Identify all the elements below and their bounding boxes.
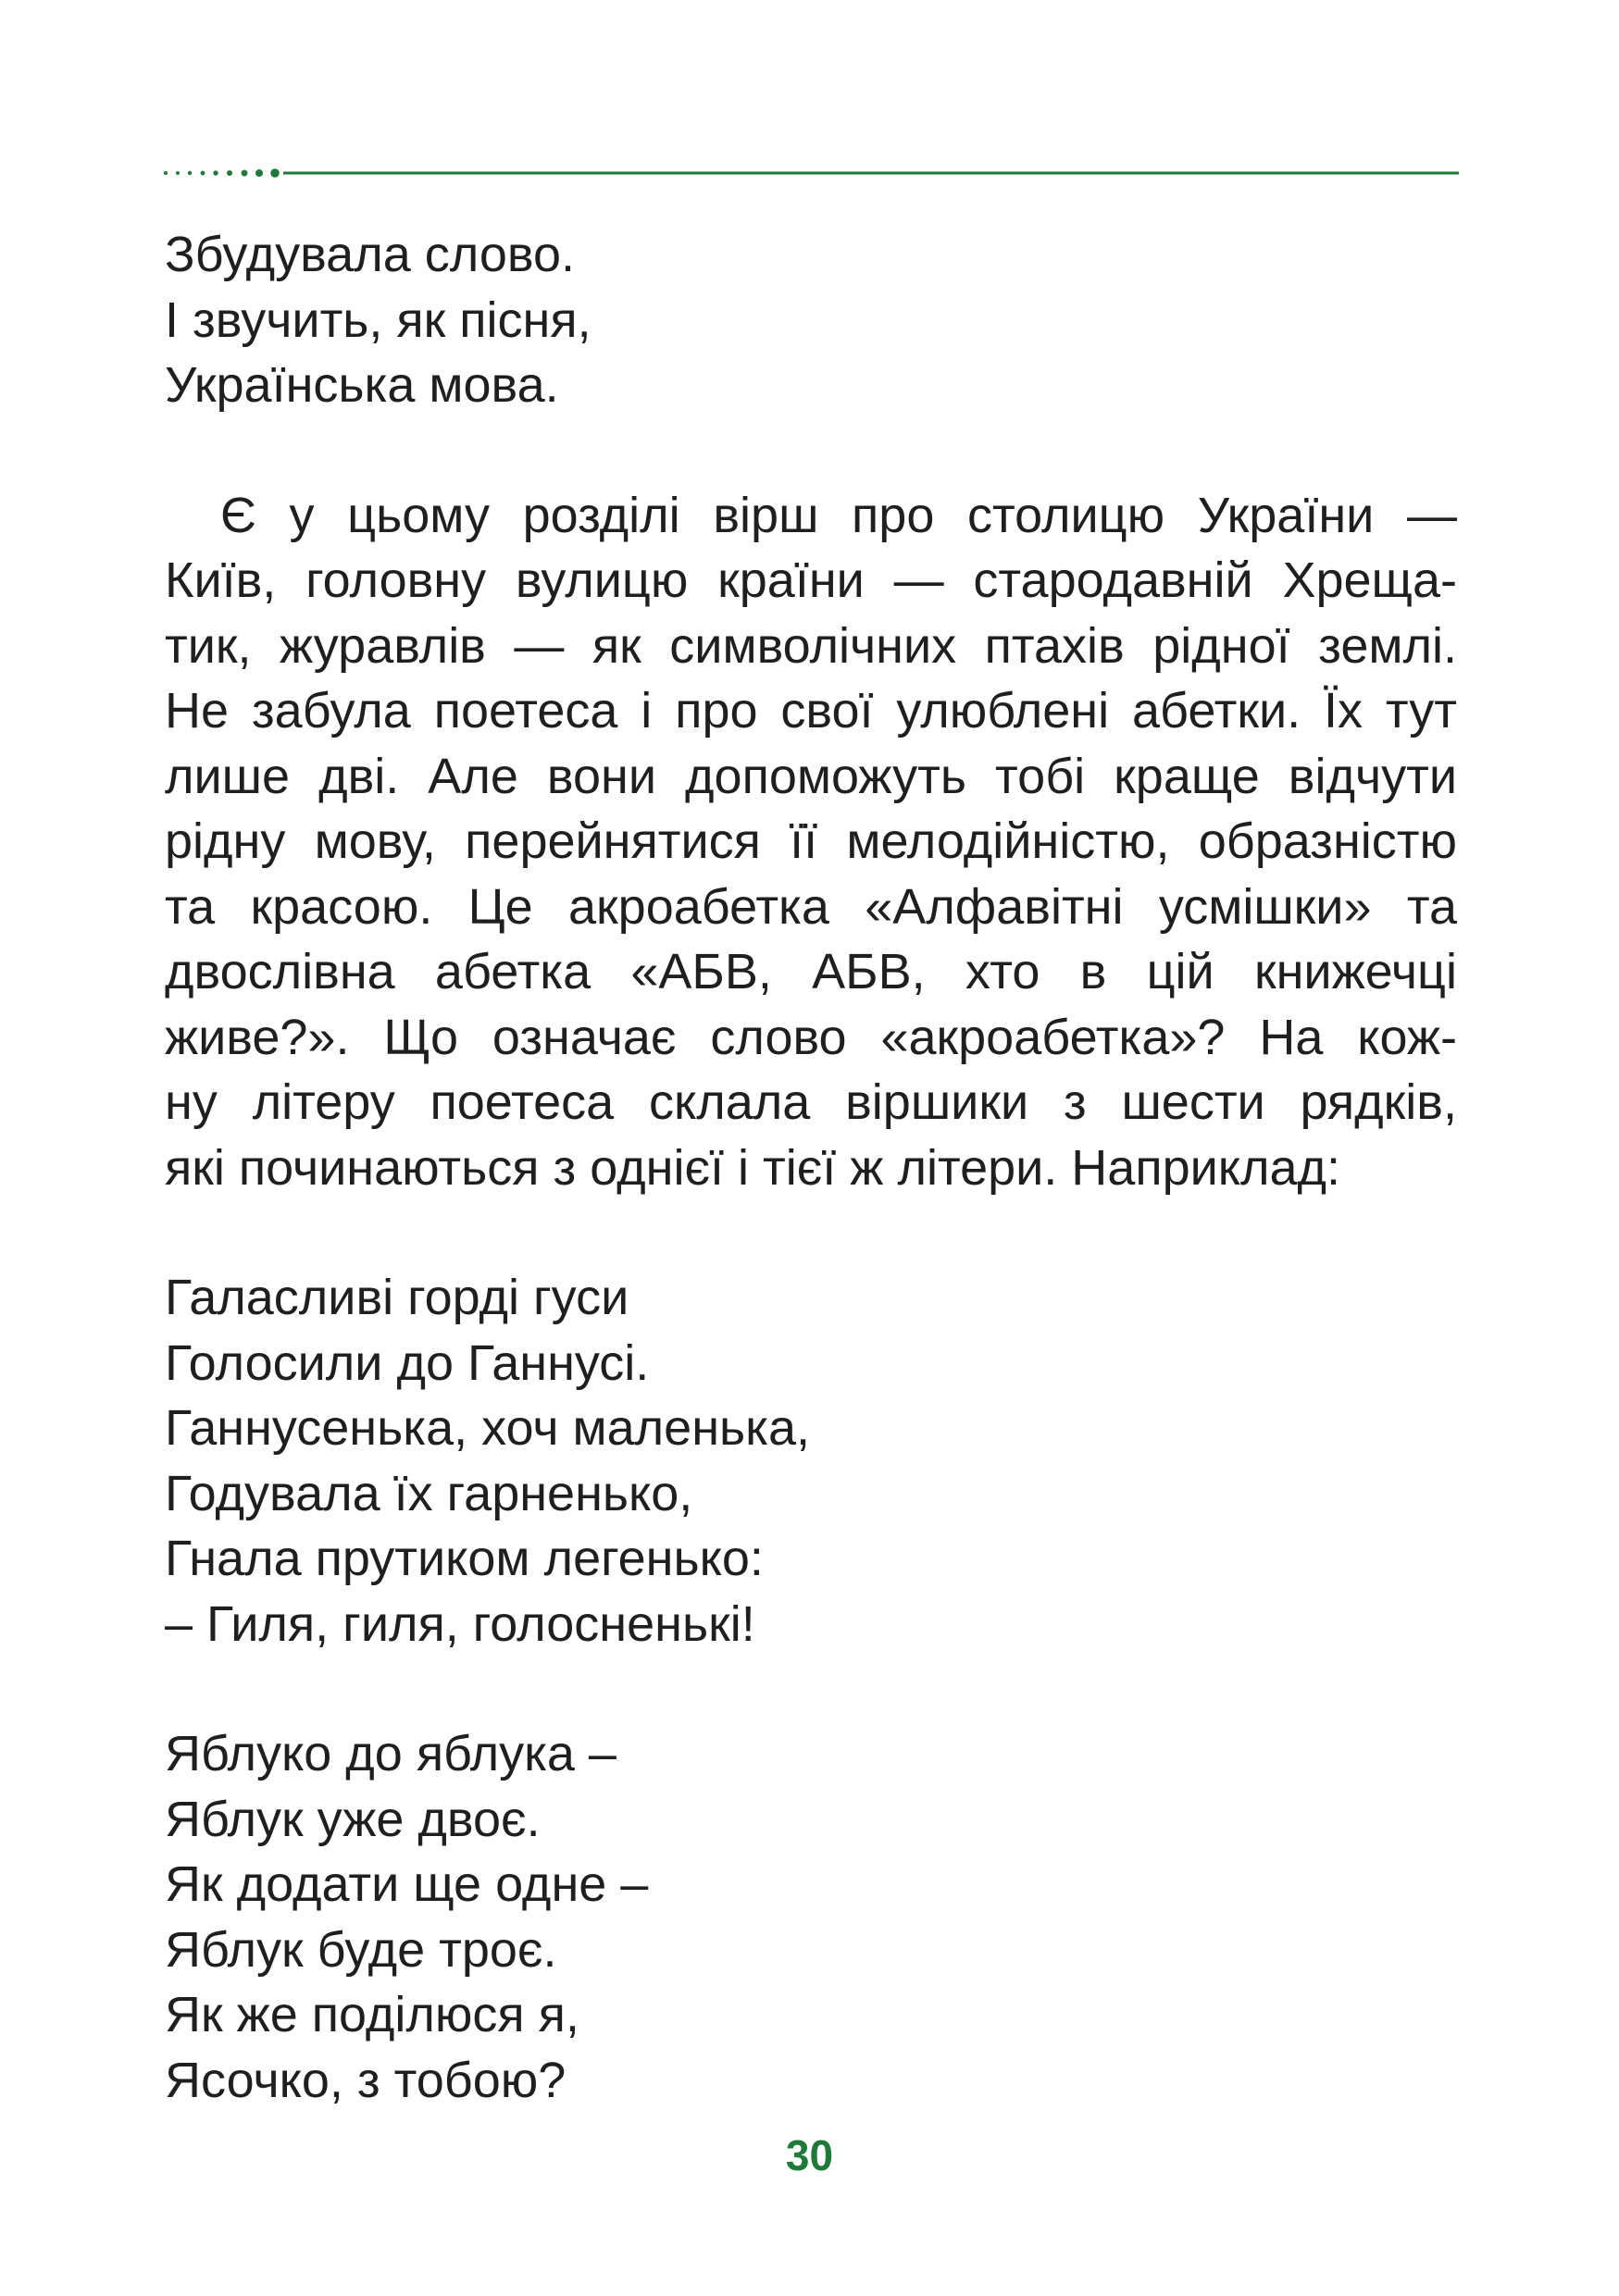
prose-line: які починаються з однієї і тієї ж літери. Наприклад: xyxy=(165,1139,1341,1196)
poem-line: Як же поділюся я, xyxy=(165,1987,579,2042)
poem-line: Як додати ще одне – xyxy=(165,1856,649,1912)
prose-line: двослівна абетка «АБВ, АБВ, хто в цій книжечці xyxy=(165,944,1457,999)
poem-line: Ганнусенька, хоч маленька, xyxy=(165,1400,810,1456)
poem-line: – Гиля, гиля, голосненькі! xyxy=(165,1595,755,1652)
page-number: 30 xyxy=(785,2131,834,2179)
poem-g xyxy=(165,1265,1457,1657)
prose-line: Київ, головну вулицю країни — стародавній Хреща- xyxy=(165,552,1457,608)
poem-line: Яблук буде троє. xyxy=(165,1921,557,1978)
poem-line: Галасливі горді гуси xyxy=(165,1270,629,1325)
poem-line: Українська мова. xyxy=(165,357,559,413)
prose-line: ну літеру поетеса склала віршики з шести рядків, xyxy=(165,1074,1457,1130)
poem-line: Ясочко, з тобою? xyxy=(165,2052,567,2108)
poem-line: І звучить, як пісня, xyxy=(165,292,592,348)
prose-line: та красою. Це акроабетка «Алфавітні усмішки» та xyxy=(165,878,1457,935)
prose-line: Не забула поетеса і про свої улюблені абетки. Їх тут xyxy=(165,683,1457,738)
poem-intro xyxy=(165,222,1457,418)
poem-line: Яблук уже двоє. xyxy=(165,1791,541,1847)
page-content xyxy=(165,222,1457,2113)
prose-paragraph xyxy=(165,483,1457,1201)
prose-line: живе?». Що означає слово «акроабетка»? На кож- xyxy=(165,1009,1457,1065)
prose-line: лише дві. Але вони допоможуть тобі краще відчути xyxy=(165,748,1457,804)
poem-line: Годувала їх гарненько, xyxy=(165,1465,693,1521)
header-rule xyxy=(163,167,1459,180)
poem-line: Гнала прутиком легенько: xyxy=(165,1531,764,1586)
prose-line: Є у цьому розділі вірш про столицю України — xyxy=(220,487,1457,543)
poem-line: Голосили до Ганнусі. xyxy=(165,1334,650,1391)
prose-line: рідну мову, перейнятися її мелодійністю, образністю xyxy=(165,813,1457,869)
prose-line: тик, журавлів — як символічних птахів рідної землі. xyxy=(165,617,1457,674)
poem-line: Яблуко до яблука – xyxy=(165,1726,616,1781)
dotted-rule-icon xyxy=(163,167,1459,180)
poem-line: Збудувала слово. xyxy=(165,227,575,282)
poem-ya xyxy=(165,1721,1457,2113)
